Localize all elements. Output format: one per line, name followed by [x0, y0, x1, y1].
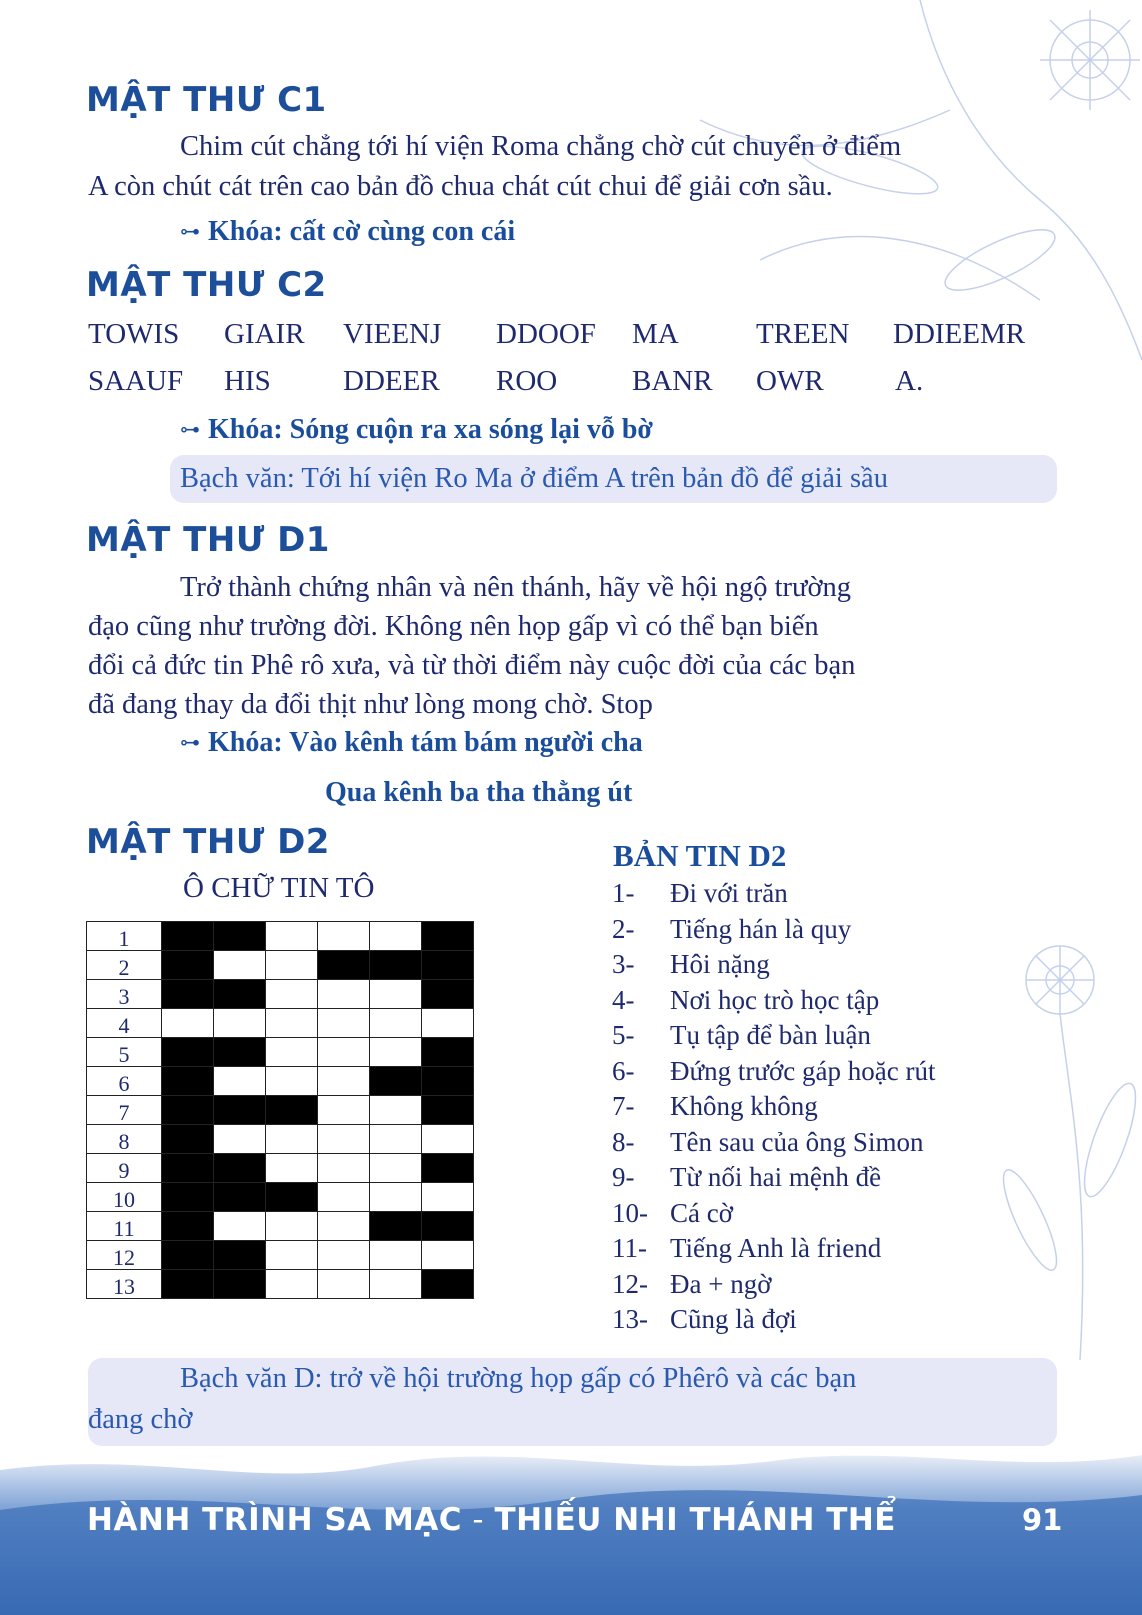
clue-text: Tiếng hán là quy [670, 913, 852, 944]
cipher-word: MA [632, 318, 679, 350]
clue-number: 13- [612, 1304, 648, 1334]
crossword-cell-blocked [266, 1096, 318, 1125]
crossword-cell-blank[interactable] [214, 1067, 266, 1096]
crossword-cell-blank[interactable] [266, 1154, 318, 1183]
crossword-cell-blank[interactable] [266, 1067, 318, 1096]
floral-background-top [620, 0, 1142, 520]
crossword-cell-blank[interactable] [370, 1125, 422, 1154]
clue-number: 12- [612, 1268, 648, 1299]
cipher-word: TOWIS [88, 318, 180, 350]
crossword-cell-blocked [422, 922, 474, 951]
crossword-row [87, 1096, 474, 1125]
crossword-cell-blank[interactable] [266, 1270, 318, 1299]
d1-line-2: đạo cũng như trường đời. Không nên họp gấp vì có thể bạn biến [88, 611, 819, 642]
key-icon: ⊶ [180, 419, 200, 441]
crossword-cell-blocked [422, 1067, 474, 1096]
clue-number: 2- [612, 913, 635, 944]
page-number: 91 [1022, 1503, 1063, 1537]
crossword-cell-blank[interactable] [162, 1009, 214, 1038]
clue-item [612, 914, 851, 945]
crossword-cell-blank[interactable] [422, 1241, 474, 1270]
crossword-cell-blank[interactable] [370, 1009, 422, 1038]
crossword-cell-blank[interactable] [266, 922, 318, 951]
section-heading-d2: MẬT THƯ D2 [86, 822, 330, 862]
crossword-row-number: 12 [87, 1241, 162, 1270]
crossword-cell-blocked [162, 1154, 214, 1183]
crossword-cell-blocked [370, 1212, 422, 1241]
crossword-cell-blank[interactable] [318, 1154, 370, 1183]
d1-line-4: đã đang thay da đổi thịt như lòng mong chờ. Stop [88, 689, 653, 720]
crossword-cell-blank[interactable] [266, 1212, 318, 1241]
footer-title-separator: - [462, 1502, 495, 1538]
cipher-word: DDIEEMR [893, 318, 1026, 350]
crossword-row [87, 1125, 474, 1154]
cipher-word: DDOOF [496, 318, 596, 350]
crossword-cell-blank[interactable] [370, 1270, 422, 1299]
crossword-row [87, 951, 474, 980]
crossword-cell-blank[interactable] [318, 1038, 370, 1067]
crossword-cell-blank[interactable] [318, 1212, 370, 1241]
crossword-row [87, 1241, 474, 1270]
crossword-row [87, 1038, 474, 1067]
crossword-row-number: 9 [87, 1154, 162, 1183]
crossword-cell-blocked [162, 1270, 214, 1299]
crossword-cell-blank[interactable] [370, 980, 422, 1009]
cipher-word: GIAIR [224, 318, 305, 350]
cipher-word: HIS [224, 365, 271, 397]
crossword-cell-blank[interactable] [318, 1096, 370, 1125]
cipher-word: SAAUF [88, 365, 184, 397]
crossword-cell-blocked [422, 1154, 474, 1183]
c1-line-2: A còn chút cát trên cao bản đồ chua chát cút chui để giải cơn sầu. [88, 171, 833, 202]
clue-number: 6- [612, 1055, 635, 1086]
crossword-cell-blank[interactable] [266, 1038, 318, 1067]
c2-key-text: Khóa: Sóng cuộn ra xa sóng lại vỗ bờ [208, 414, 653, 445]
crossword-cell-blank[interactable] [318, 980, 370, 1009]
crossword-cell-blank[interactable] [266, 951, 318, 980]
crossword-row [87, 1154, 474, 1183]
cipher-word: VIEENJ [343, 318, 442, 350]
d1-key-text: Khóa: Vào kênh tám bám người cha [208, 727, 643, 758]
c2-key [180, 414, 653, 446]
crossword-cell-blank[interactable] [318, 1009, 370, 1038]
clue-text: Nơi học trò học tập [670, 984, 880, 1015]
crossword-cell-blocked [214, 1038, 266, 1067]
clue-text: Không không [670, 1091, 818, 1121]
crossword-row-number: 6 [87, 1067, 162, 1096]
crossword-cell-blocked [214, 1096, 266, 1125]
crossword-cell-blank[interactable] [266, 1241, 318, 1270]
clue-number: 3- [612, 949, 635, 979]
crossword-cell-blank[interactable] [422, 1009, 474, 1038]
clue-item [612, 1091, 818, 1122]
crossword-cell-blocked [162, 1212, 214, 1241]
clue-item [612, 949, 770, 980]
clue-item [612, 1127, 923, 1158]
clue-number: 8- [612, 1126, 635, 1157]
d2-plaintext-line-2: đang chờ [88, 1404, 193, 1435]
clue-text: Đứng trước gáp hoặc rút [670, 1055, 936, 1086]
crossword-grid [86, 921, 474, 1299]
key-icon: ⊶ [180, 221, 200, 243]
clue-text: Cá cờ [670, 1197, 734, 1228]
cipher-word: A. [895, 365, 924, 397]
crossword-cell-blocked [162, 1183, 214, 1212]
key-icon: ⊶ [180, 732, 200, 754]
clue-text: Hôi nặng [670, 949, 770, 979]
cipher-word: DDEER [343, 365, 440, 397]
clue-text: Đa + ngờ [670, 1268, 772, 1299]
crossword-row-number: 1 [87, 922, 162, 951]
crossword-cell-blank[interactable] [214, 1212, 266, 1241]
crossword-row-number: 8 [87, 1125, 162, 1154]
crossword-cell-blank[interactable] [370, 1183, 422, 1212]
clue-text: Đi với trăn [670, 878, 788, 908]
cipher-word: TREEN [756, 318, 850, 350]
crossword-cell-blank[interactable] [318, 922, 370, 951]
cipher-word: BANR [632, 365, 713, 397]
d1-key-line-2: Qua kênh ba tha thằng út [325, 777, 633, 808]
clue-item [612, 1198, 733, 1229]
crossword-cell-blocked [214, 1183, 266, 1212]
crossword-cell-blocked [422, 1270, 474, 1299]
crossword-cell-blocked [162, 922, 214, 951]
crossword-cell-blank[interactable] [214, 1125, 266, 1154]
crossword-row [87, 1009, 474, 1038]
section-heading-c2: MẬT THƯ C2 [86, 265, 327, 305]
crossword-row-number: 13 [87, 1270, 162, 1299]
crossword-cell-blank[interactable] [422, 1183, 474, 1212]
crossword-row-number: 3 [87, 980, 162, 1009]
clue-text: Tên sau của ông Simon [670, 1126, 924, 1157]
crossword-cell-blank[interactable] [370, 1096, 422, 1125]
crossword-cell-blank[interactable] [422, 1125, 474, 1154]
crossword-cell-blocked [162, 980, 214, 1009]
section-heading-c1: MẬT THƯ C1 [86, 80, 327, 120]
clue-number: 11- [612, 1233, 647, 1263]
crossword-cell-blocked [422, 980, 474, 1009]
c1-key [180, 216, 515, 248]
crossword-cell-blocked [162, 1067, 214, 1096]
crossword-cell-blank[interactable] [318, 1125, 370, 1154]
crossword-row-number: 11 [87, 1212, 162, 1241]
crossword-cell-blank[interactable] [266, 1009, 318, 1038]
cipher-word: ROO [496, 365, 558, 397]
clue-number: 1- [612, 878, 635, 908]
crossword-cell-blank[interactable] [266, 980, 318, 1009]
crossword-row-number: 4 [87, 1009, 162, 1038]
crossword-cell-blocked [422, 1096, 474, 1125]
d1-line-3: đổi cả đức tin Phê rô xưa, và từ thời điểm này cuộc đời của các bạn [88, 650, 856, 681]
crossword-cell-blocked [214, 980, 266, 1009]
clue-number: 9- [612, 1162, 635, 1192]
footer-book-title [87, 1502, 896, 1538]
clue-item [612, 1233, 881, 1264]
clue-item [612, 985, 879, 1016]
crossword-cell-blank[interactable] [318, 1241, 370, 1270]
crossword-cell-blocked [214, 1241, 266, 1270]
crossword-cell-blocked [162, 1241, 214, 1270]
crossword-cell-blank[interactable] [370, 922, 422, 951]
crossword-row [87, 1270, 474, 1299]
crossword-cell-blocked [266, 1183, 318, 1212]
clue-number: 5- [612, 1020, 635, 1050]
crossword-row-number: 10 [87, 1183, 162, 1212]
crossword-cell-blank[interactable] [370, 1241, 422, 1270]
section-heading-d1: MẬT THƯ D1 [86, 520, 330, 560]
crossword-cell-blocked [422, 1212, 474, 1241]
crossword-row [87, 1183, 474, 1212]
clue-item [612, 1304, 797, 1335]
bantin-title: BẢN TIN D2 [613, 838, 787, 873]
crossword-cell-blank[interactable] [214, 951, 266, 980]
cipher-word: OWR [756, 365, 824, 397]
clue-item [612, 1269, 772, 1300]
footer-title-main: HÀNH TRÌNH SA MẠC [87, 1502, 463, 1538]
crossword-cell-blocked [214, 1270, 266, 1299]
clue-item [612, 878, 788, 909]
crossword-cell-blocked [422, 1038, 474, 1067]
clue-item [612, 1020, 871, 1051]
crossword-row [87, 980, 474, 1009]
c1-line-1: Chim cút chẳng tới hí viện Roma chẳng chờ cút chuyển ở điểm [180, 131, 902, 162]
crossword-cell-blank[interactable] [214, 1009, 266, 1038]
d1-key [180, 727, 643, 759]
crossword-cell-blank[interactable] [318, 1270, 370, 1299]
crossword-row [87, 922, 474, 951]
crossword-cell-blank[interactable] [318, 1183, 370, 1212]
crossword-cell-blocked [162, 1096, 214, 1125]
clue-text: Tiếng Anh là friend [670, 1233, 882, 1263]
clue-text: Tụ tập để bàn luận [670, 1020, 871, 1050]
crossword-cell-blocked [370, 1067, 422, 1096]
crossword-cell-blocked [422, 951, 474, 980]
clue-number: 7- [612, 1091, 635, 1121]
clue-number: 10- [612, 1197, 648, 1228]
crossword-cell-blocked [214, 1154, 266, 1183]
crossword-row-number: 2 [87, 951, 162, 980]
c1-key-text: Khóa: cất cờ cùng con cái [208, 216, 516, 247]
crossword-cell-blank[interactable] [266, 1125, 318, 1154]
crossword-cell-blank[interactable] [370, 1038, 422, 1067]
clue-number: 4- [612, 984, 635, 1015]
clue-item [612, 1056, 935, 1087]
crossword-cell-blocked [162, 1125, 214, 1154]
crossword-cell-blank[interactable] [318, 1067, 370, 1096]
clue-text: Từ nối hai mệnh đề [670, 1162, 882, 1192]
crossword-cell-blank[interactable] [370, 1154, 422, 1183]
d1-line-1: Trở thành chứng nhân và nên thánh, hãy về hội ngộ trường [180, 572, 852, 603]
crossword-row-number: 7 [87, 1096, 162, 1125]
crossword-cell-blocked [370, 951, 422, 980]
clue-text: Cũng là đợi [670, 1304, 797, 1334]
c2-plaintext: Bạch văn: Tới hí viện Ro Ma ở điểm A trên bản đồ để giải sầu [180, 463, 888, 494]
crossword-row [87, 1067, 474, 1096]
crossword-cell-blocked [318, 951, 370, 980]
crossword-row-number: 5 [87, 1038, 162, 1067]
crossword-row [87, 1212, 474, 1241]
crossword-cell-blocked [162, 1038, 214, 1067]
d2-plaintext-line-1: Bạch văn D: trở về hội trường họp gấp có Phêrô và các bạn [180, 1363, 857, 1394]
crossword-title: Ô CHỮ TIN TÔ [183, 872, 375, 904]
crossword-cell-blocked [162, 951, 214, 980]
footer-title-sub: THIẾU NHI THÁNH THỂ [494, 1502, 896, 1538]
crossword-cell-blocked [214, 922, 266, 951]
floral-background-right [960, 940, 1142, 1360]
clue-item [612, 1162, 881, 1193]
